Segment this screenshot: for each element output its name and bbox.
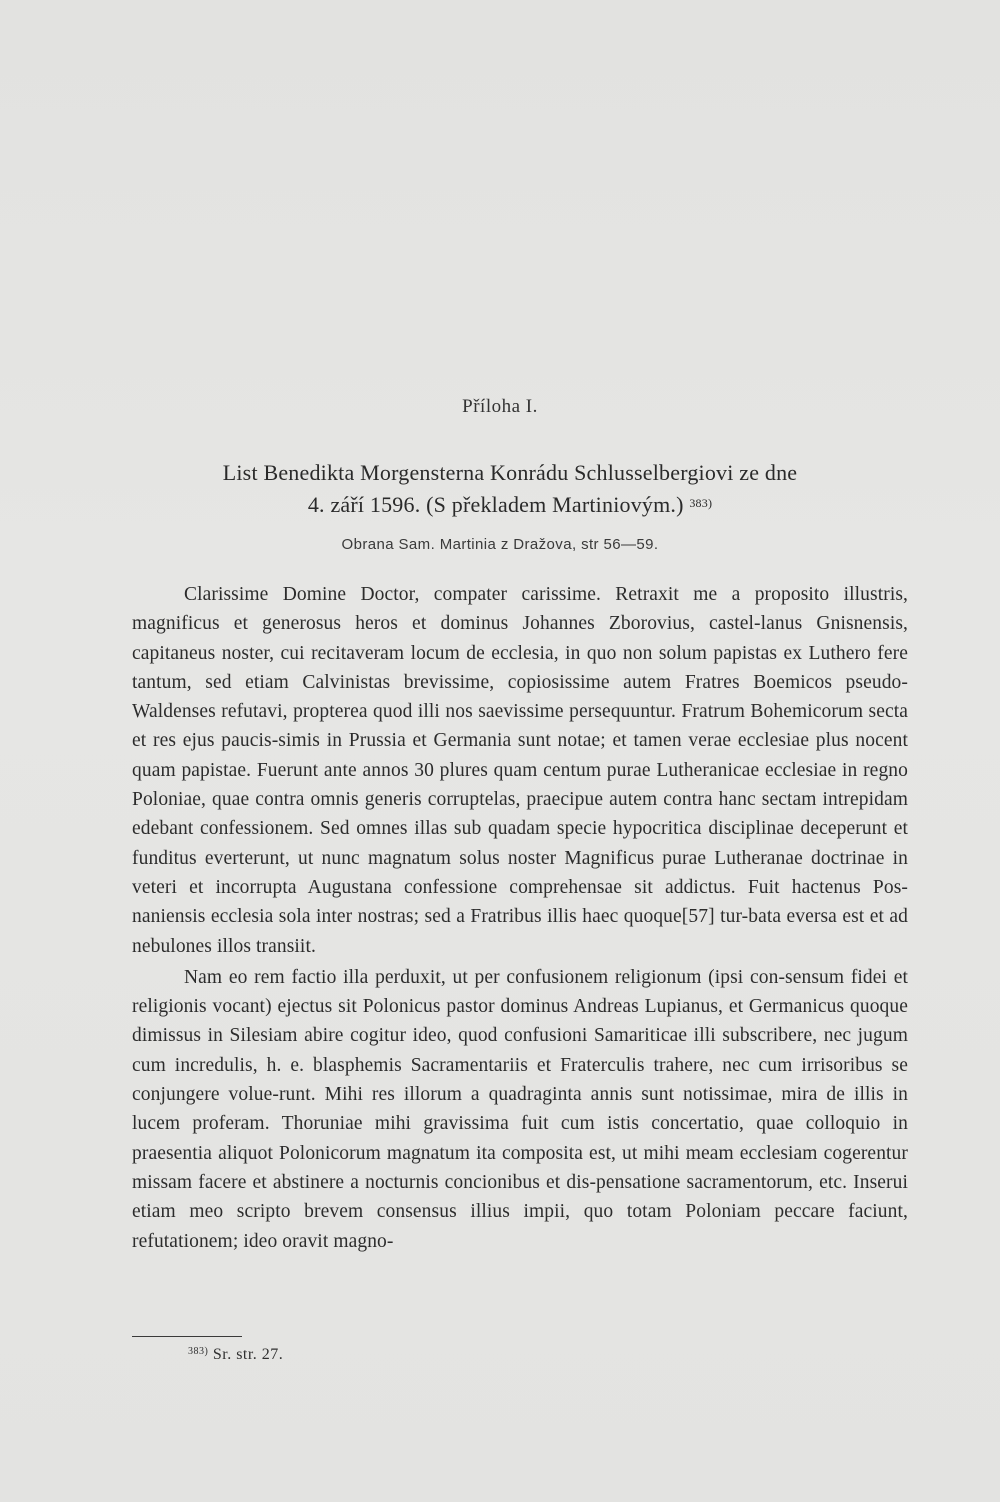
footnote [188, 1346, 283, 1364]
title-line-2: 4. září 1596. (S překladem Martiniovým.) [307, 492, 684, 517]
footnote-divider [132, 1336, 242, 1337]
source-line: Obrana Sam. Martinia z Dražova, str 56—59. [341, 536, 659, 553]
footnote-text: Sr. str. 27. [212, 1346, 284, 1363]
paragraph: Clarissime Domine Doctor, compater carissime. Retraxit me a proposito illustris, magnificus et generosus heros et dominus Johannes Zborovius, castel-lanus Gnisnensis, capitaneus noster, cui recitaveram locum de ecclesia, in quo non solum papistas ex Luthero fere tantum, sed etiam Calvinistas brevissime, copiosissime autem Fratres Boemicos pseudo-Waldenses refutavi, propterea quod illi nos saevissime persequuntur. Fratrum Bohemicorum secta et res ejus paucis-simis in Prussia et Germania sunt notae; et tamen verae ecclesiae plus nocent quam papistae. Fuerunt ante annos 30 plures quam centum purae Lutheranicae ecclesiae in regno Poloniae, quae contra omnis generis corruptelas, praecipue autem contra hanc sectam intrepidam edebant confessionem. Sed omnes illas sub quadam specie hypocritica disciplinae deceperunt et funditus everterunt, ut nunc magnatum solus noster Magnificus purae Lutheranae doctrinae in veteri et incorrupta Augustana confessione comprehensae sit addictus. Fuit hactenus Pos-naniensis ecclesia sola inter nostras; sed a Fratribus illis haec quoque[57] tur-bata eversa est et ad nebulones illos transiit. [132, 584, 908, 957]
document-title [150, 457, 870, 521]
paragraph: Nam eo rem factio illa perduxit, ut per confusionem religionum (ipsi con-sensum fidei et religionis vocant) ejectus sit Polonicus pastor dominus Andreas Lupianus, et Germanicus quoque dimissus in Silesiam abire cogitur ideo, quod confusioni Samariticae illi subscribere, nec jugum cum incredulis, h. e. blasphemis Sacramentariis et Fraterculis trahere, nec cum irrisoribus se conjungere volue-runt. Mihi res illorum a quadraginta annis sunt notissimae, mira de illis in lucem proferam. Thoruniae mihi gravissima fuit cum istis concertatio, quae colloquio in praesentia aliquot Polonicorum magnatum ita composita est, ut mihi meam ecclesiam cogerentur missam facere et abstinere a nocturnis concionibus et dis-pensatione sacramentorum, etc. Inserui etiam meo scripto brevem consensus illius impii, quo totam Poloniam peccare faciunt, refutationem; ideo oravit magno- [132, 966, 908, 1252]
title-footnote-ref: 383) [689, 496, 713, 510]
footnote-mark: 383) [188, 1346, 209, 1357]
title-line-1: List Benedikta Morgensterna Konrádu Schlusselbergiovi ze dne [222, 460, 798, 485]
annex-label: Příloha I. [462, 396, 538, 417]
letter-body [132, 580, 908, 1256]
